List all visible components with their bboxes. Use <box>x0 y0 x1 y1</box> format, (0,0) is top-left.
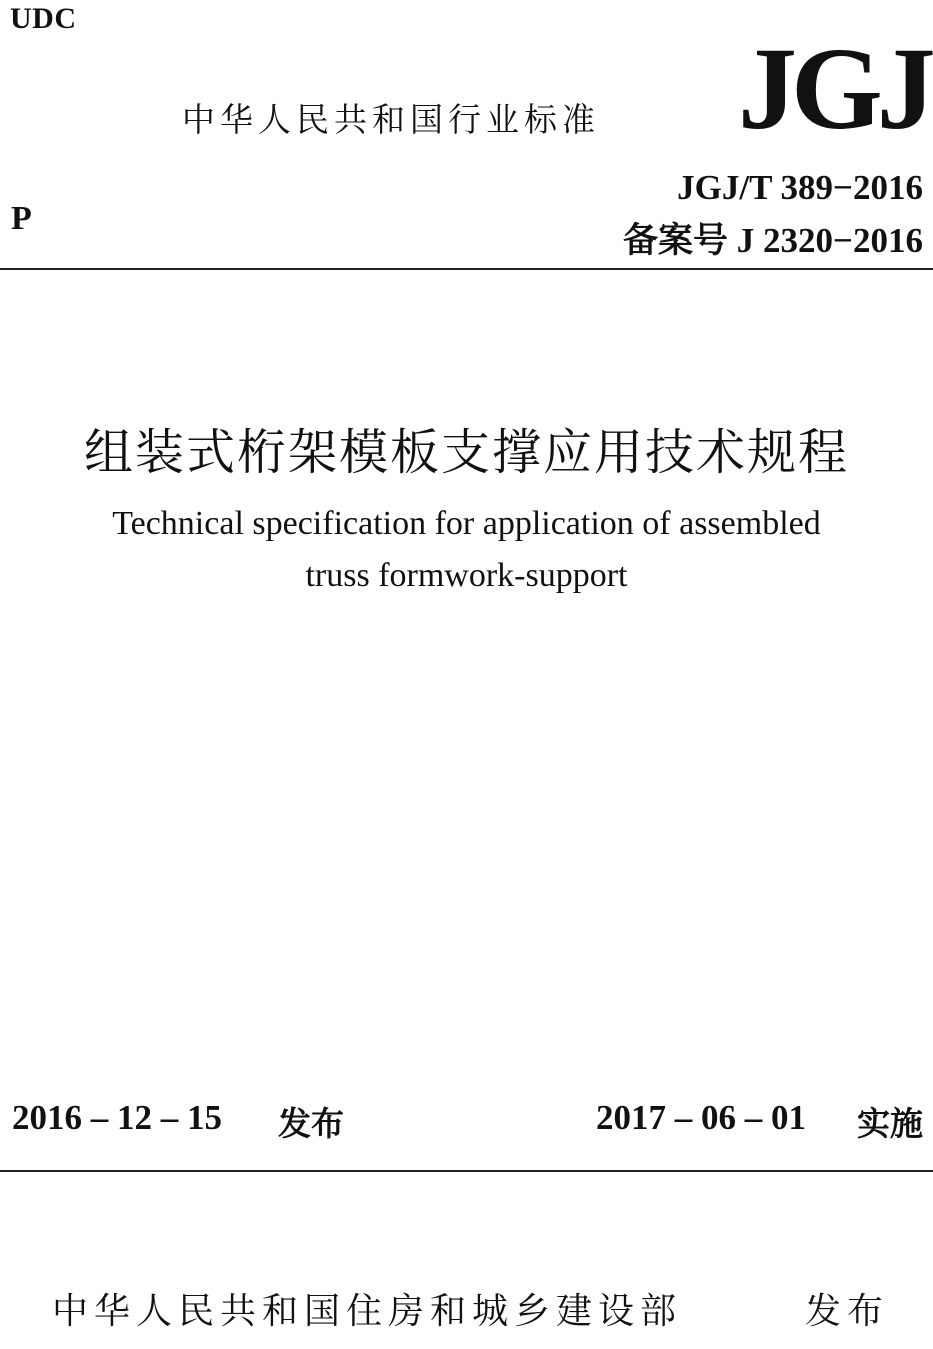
implementation-date: 2017 – 06 – 01 <box>596 1098 806 1137</box>
standard-number: JGJ/T 389−2016 <box>677 168 923 207</box>
jgj-logo <box>738 23 930 154</box>
publish-label: 发布 <box>804 1291 889 1332</box>
top-divider <box>0 268 933 270</box>
implementation-label: 实施 <box>857 1104 923 1143</box>
udc-label: UDC <box>10 2 77 35</box>
jgj-logo-text: JGJ <box>738 23 930 154</box>
publisher-name: 中华人民共和国住房和城乡建设部 <box>52 1291 683 1332</box>
issue-date: 2016 – 12 – 15 <box>12 1098 222 1137</box>
document-title-chinese: 组装式桁架模板支撑应用技术规程 <box>83 424 849 481</box>
record-number: 备案号 J 2320−2016 <box>623 221 923 260</box>
document-title-english-line-1: Technical specification for application of assembled <box>112 505 821 542</box>
bottom-divider <box>0 1170 933 1172</box>
industry-standard-heading: 中华人民共和国行业标准 <box>182 100 600 139</box>
issue-label: 发布 <box>278 1104 344 1143</box>
document-title-english-line-2: truss formwork-support <box>305 557 628 594</box>
classification-code: P <box>11 200 32 237</box>
